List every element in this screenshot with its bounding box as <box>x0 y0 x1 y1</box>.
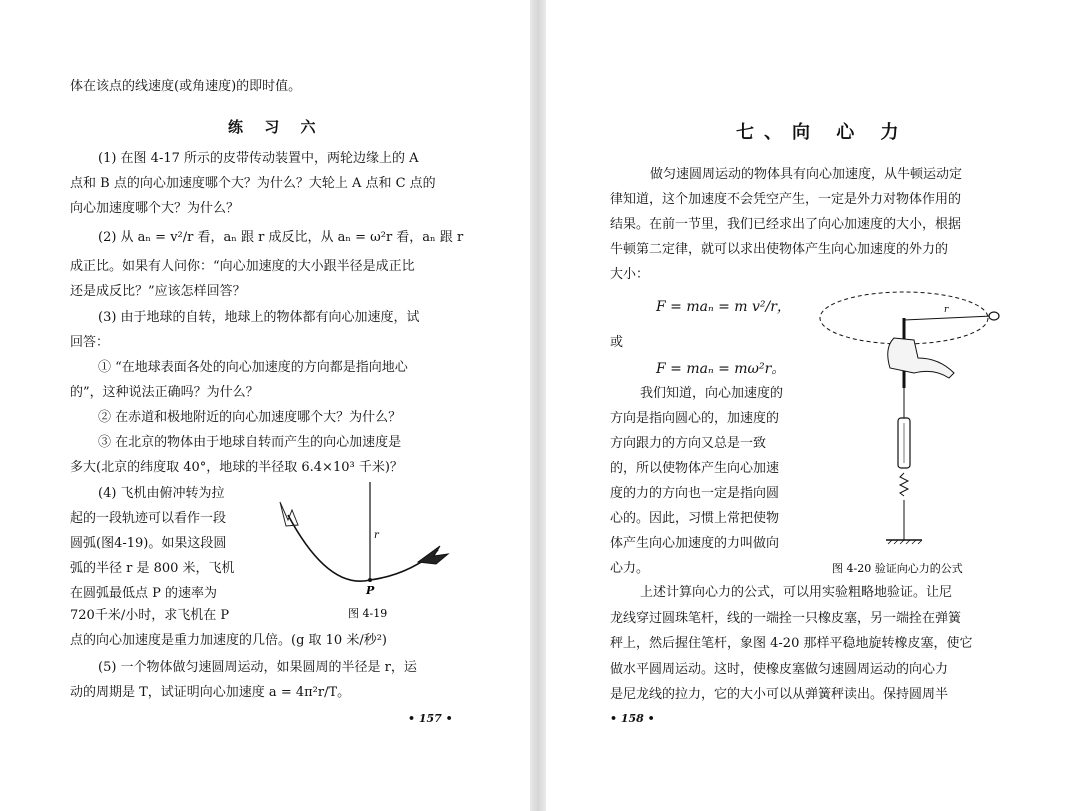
text-line: (3) 由于地球的自转，地球上的物体都有向心加速度，试 <box>98 310 420 325</box>
text-line: 大小： <box>610 267 650 282</box>
text-line: 成正比。如果有人问你：“向心加速度的大小跟半径是成正比 <box>70 259 415 274</box>
text-line: 还是成反比？”应该怎样回答？ <box>70 284 246 299</box>
text-line: 向心加速度哪个大？为什么？ <box>70 201 240 216</box>
text-line: 上述计算向心力的公式，可以用实验粗略地验证。让尼 <box>640 585 953 600</box>
text-line: 在圆弧最低点 P 的速率为 <box>70 586 218 601</box>
text-line: 秤上，然后握住笔杆，象图 4-20 那样平稳地旋转橡皮塞，使它 <box>610 636 973 651</box>
figure-4-20 <box>814 278 1014 578</box>
text-line: (5) 一个物体做匀速圆周运动，如果圆周的半径是 r，运 <box>98 660 417 675</box>
text-line: (4) 飞机由俯冲转为拉 <box>98 486 225 501</box>
text-line: ② 在赤道和极地附近的向心加速度哪个大？为什么？ <box>98 410 402 425</box>
exercise-heading: 练 习 六 <box>228 118 324 136</box>
page-number: • 157 • <box>408 712 453 725</box>
text-line: 的”，这种说法正确吗？为什么？ <box>70 385 259 400</box>
text-line: 心的。因此，习惯上常把使物 <box>610 511 780 526</box>
text-line: (1) 在图 4-17 所示的皮带传动装置中，两轮边缘上的 A <box>98 151 419 166</box>
text-line: ③ 在北京的物体由于地球自转而产生的向心加速度是 <box>98 435 402 450</box>
text-line: 多大(北京的纬度取 40°，地球的半径取 6.4×10³ 千米)？ <box>70 460 403 475</box>
text-line: 起的一段轨迹可以看作一段 <box>70 511 227 526</box>
string <box>904 316 992 320</box>
rubber-stopper <box>989 312 999 320</box>
label-p: P <box>366 584 375 597</box>
text-line: 方向跟力的方向又总是一致 <box>610 436 767 451</box>
text-line: 弧的半径 r 是 800 米，飞机 <box>70 561 235 576</box>
figure-caption: 图 4-19 <box>348 607 388 620</box>
text-line: 做水平圆周运动。这时，使橡皮塞做匀速圆周运动的向心力 <box>610 662 949 677</box>
section-title: 七、向 心 力 <box>736 122 909 143</box>
text-line: 动的周期是 T，试证明向心加速度 a = 4π²r/T。 <box>70 685 351 700</box>
arc-path <box>288 515 438 581</box>
text-line: 点的向心加速度是重力加速度的几倍。(g 取 10 米/秒²) <box>70 633 387 648</box>
text-line: 我们知道，向心加速度的 <box>640 386 784 401</box>
text-line-or: 或 <box>610 335 624 350</box>
equation-2: F = maₙ = mω²r。 <box>656 361 786 377</box>
spring-coil <box>900 473 908 496</box>
text-line: 方向是指向圆心的，加速度的 <box>610 411 780 426</box>
plane-icon <box>280 502 298 526</box>
text-line: 牛顿第二定律，就可以求出使物体产生向心加速度的外力的 <box>610 242 949 257</box>
text-line: 做匀速圆周运动的物体具有向心加速度，从牛顿运动定 <box>650 167 963 182</box>
text-line: 是尼龙线的拉力，它的大小可以从弹簧秤读出。保持圆周半 <box>610 687 949 702</box>
text-line: 律知道，这个加速度不会凭空产生，一定是外力对物体作用的 <box>610 192 962 207</box>
figure-caption: 图 4-20 验证向心力的公式 <box>832 562 963 575</box>
text-line: 体产生向心加速度的力叫做向 <box>610 536 780 551</box>
plane-icon <box>418 546 448 564</box>
text-line: 圆弧(图4-19)。如果这段圆 <box>70 536 227 551</box>
text-line: 龙线穿过圆珠笔杆，线的一端拴一只橡皮塞，另一端拴在弹簧 <box>610 611 962 626</box>
text-line: 体在该点的线速度(或角速度)的即时值。 <box>70 79 302 94</box>
hand-icon <box>888 338 954 378</box>
text-line: 心力。 <box>610 561 650 576</box>
text-line: 度的力的方向也一定是指向圆 <box>610 486 780 501</box>
text-line: (2) 从 aₙ = v²/r 看，aₙ 跟 r 成反比，从 aₙ = ω²r 看，aₙ 跟 r <box>98 230 464 245</box>
book-gutter <box>530 0 546 811</box>
equation-1: F = maₙ = m v²/r， <box>656 299 791 315</box>
right-page <box>546 0 1080 811</box>
text-line: 回答： <box>70 335 110 350</box>
text-line: ① “在地球表面各处的向心加速度的方向都是指向地心 <box>98 360 408 375</box>
text-line: 720千米/小时，求飞机在 P <box>70 608 230 623</box>
figure-4-19 <box>268 480 468 620</box>
label-r: r <box>374 530 379 541</box>
left-page <box>0 0 530 811</box>
label-r: r <box>944 305 949 315</box>
text-line: 点和 B 点的向心加速度哪个大？为什么？大轮上 A 点和 C 点的 <box>70 176 436 191</box>
page-number: • 158 • <box>610 712 655 725</box>
text-line: 的，所以使物体产生向心加速 <box>610 461 780 476</box>
text-line: 结果。在前一节里，我们已经求出了向心加速度的大小，根据 <box>610 217 962 232</box>
